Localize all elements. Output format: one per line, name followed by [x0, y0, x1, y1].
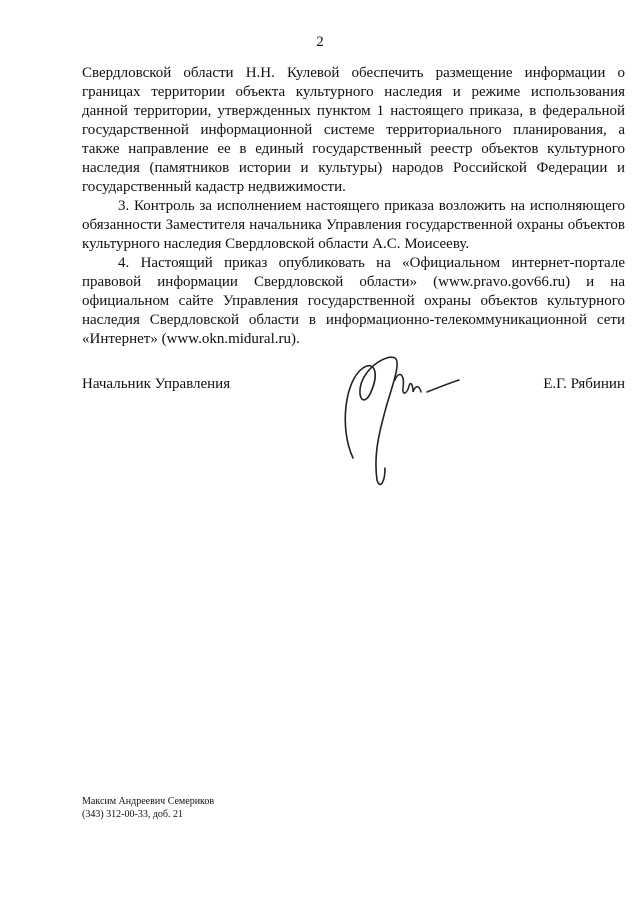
paragraph-continuation: Свердловской области Н.Н. Кулевой обеспечить размещение информации о границах территории объекта культурного наследия и режиме использования данной территории, утвержденных пунктом 1 настоящего приказа, в федеральной государственной информационной системе территориального планирования, а также направление ее в единый государственный реестр объектов культурного наследия (памятников истории и культуры) народов Российской Федерации и государственный кадастр недвижимости. — [82, 65, 625, 195]
executor-name: Максим Андреевич Семериков — [82, 796, 215, 807]
executor-phone: (343) 312-00-33, доб. 21 — [82, 809, 183, 820]
signatory-name: Е.Г. Рябинин — [543, 376, 625, 392]
executor-contact — [82, 795, 214, 821]
handwritten-signature — [325, 340, 465, 490]
paragraph-item-3: 3. Контроль за исполнением настоящего приказа возложить на исполняющего обязанности Заместителя начальника Управления государственной охраны объектов культурного наследия Свердловской области А.С. Моисееву. — [82, 198, 625, 252]
paragraph-item-4: 4. Настоящий приказ опубликовать на «Официальном интернет-портале правовой информации Свердловской области» (www.pravo.gov66.ru) и на официальном сайте Управления государственной охраны объектов культурного наследия Свердловской области в информационно-телекоммуникационной сети «Интернет» (www.okn.midural.ru). — [82, 255, 625, 347]
document-body — [82, 64, 625, 349]
page-number: 2 — [316, 34, 324, 50]
signatory-title: Начальник Управления — [82, 376, 231, 392]
